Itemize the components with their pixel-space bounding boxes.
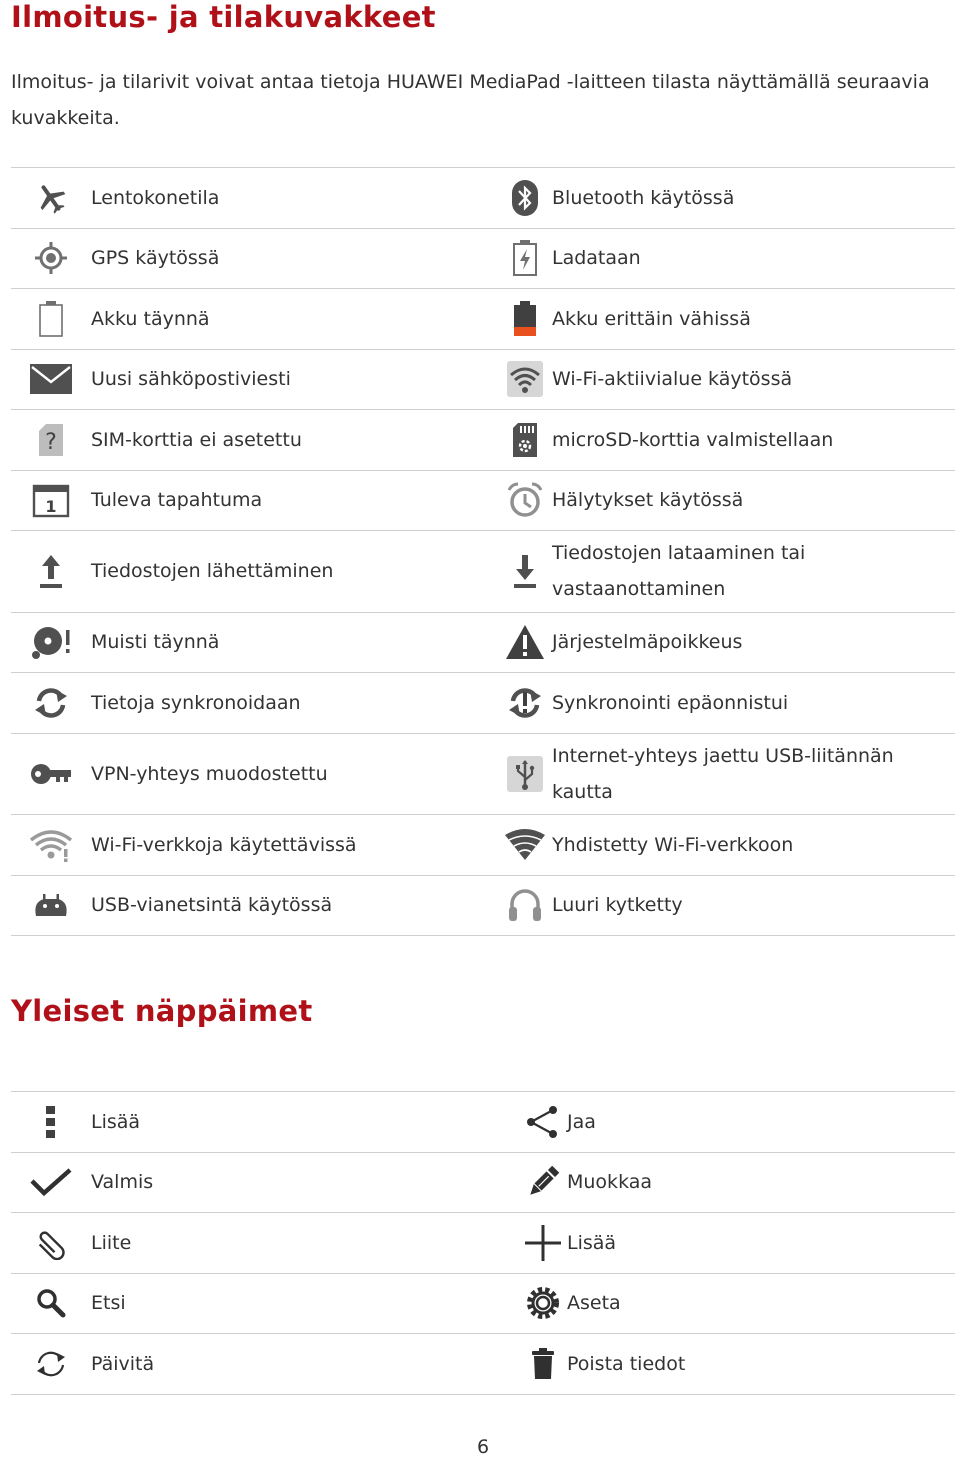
- sim-missing-icon: [11, 410, 91, 471]
- table-row: [11, 733, 955, 815]
- label-vpn-connected: VPN-yhteys muodostettu: [91, 762, 328, 785]
- battery-full-icon: [11, 289, 91, 350]
- table-row: [11, 1152, 955, 1213]
- gear-icon: [519, 1273, 567, 1334]
- table-row: [11, 875, 955, 936]
- label-microsd-preparing: microSD-korttia valmistellaan: [552, 428, 834, 451]
- label-wifi-hotspot: Wi-Fi-aktiivialue käytössä: [552, 368, 793, 391]
- label-wifi-available: Wi-Fi-verkkoja käytettävissä: [91, 833, 357, 856]
- label-battery-very-low: Akku erittäin vähissä: [552, 307, 751, 330]
- download-icon: [498, 531, 552, 613]
- label-edit: Muokkaa: [567, 1171, 653, 1194]
- table-row: [11, 470, 955, 531]
- email-icon: [11, 349, 91, 410]
- pencil-icon: [519, 1152, 567, 1213]
- battery-low-icon: [498, 289, 552, 350]
- label-alarms-on: Hälytykset käytössä: [552, 489, 744, 512]
- storage-full-icon: [11, 612, 91, 673]
- battery-charging-icon: [498, 228, 552, 289]
- svg-text:?: ?: [45, 429, 57, 455]
- table-row: [11, 349, 955, 410]
- wifi-connected-icon: [498, 815, 552, 876]
- gps-icon: [11, 228, 91, 289]
- label-add: Lisää: [567, 1231, 617, 1254]
- page-number: 6: [476, 1436, 490, 1458]
- microsd-prepare-icon: [498, 410, 552, 471]
- table-row: [11, 673, 955, 734]
- label-bluetooth-on: Bluetooth käytössä: [552, 186, 735, 209]
- search-icon: [11, 1273, 91, 1334]
- trash-icon: [519, 1334, 567, 1395]
- label-battery-full: Akku täynnä: [91, 307, 210, 330]
- refresh-icon: [11, 1334, 91, 1395]
- status-icons-table: [11, 167, 955, 936]
- label-new-email: Uusi sähköpostiviesti: [91, 368, 291, 391]
- label-no-sim: SIM-korttia ei asetettu: [91, 428, 302, 451]
- usb-tether-icon: [498, 733, 552, 815]
- label-usb-debugging: USB-vianetsintä käytössä: [91, 894, 333, 917]
- calendar-icon: [11, 470, 91, 531]
- label-search: Etsi: [91, 1292, 126, 1315]
- share-icon: [519, 1092, 567, 1153]
- label-done: Valmis: [91, 1171, 154, 1194]
- label-settings: Aseta: [567, 1292, 621, 1315]
- label-upcoming-event: Tuleva tapahtuma: [91, 489, 263, 512]
- checkmark-icon: [11, 1152, 91, 1213]
- table-row: [11, 228, 955, 289]
- svg-text:1: 1: [45, 497, 57, 517]
- label-attachment: Liite: [91, 1231, 132, 1254]
- label-usb-tethering: Internet-yhteys jaettu USB-liitännän kautta: [552, 744, 894, 803]
- wifi-available-icon: [11, 815, 91, 876]
- label-share: Jaa: [567, 1110, 596, 1133]
- table-row: [11, 531, 955, 613]
- section-title-status-icons: Ilmoitus- ja tilakuvakkeet: [11, 0, 436, 34]
- label-system-error: Järjestelmäpoikkeus: [552, 631, 743, 654]
- label-sync-failed: Synkronointi epäonnistui: [552, 691, 789, 714]
- wifi-hotspot-icon: [498, 349, 552, 410]
- table-row: [11, 1273, 955, 1334]
- usb-debug-icon: [11, 875, 91, 936]
- table-row: [11, 612, 955, 673]
- airplane-icon: [11, 168, 91, 229]
- section-title-common-keys: Yleiset näppäimet: [11, 994, 313, 1028]
- label-wifi-connected: Yhdistetty Wi-Fi-verkkoon: [552, 833, 794, 856]
- sync-failed-icon: [498, 673, 552, 734]
- label-storage-full: Muisti täynnä: [91, 631, 220, 654]
- plus-icon: [519, 1213, 567, 1274]
- label-uploading: Tiedostojen lähettäminen: [91, 560, 334, 583]
- table-row: [11, 168, 955, 229]
- table-row: [11, 815, 955, 876]
- label-delete-data: Poista tiedot: [567, 1352, 686, 1375]
- label-refresh: Päivitä: [91, 1352, 155, 1375]
- table-row: [11, 410, 955, 471]
- upload-icon: [11, 531, 91, 613]
- label-downloading: Tiedostojen lataaminen tai vastaanottaminen: [552, 542, 806, 601]
- table-row: [11, 1213, 955, 1274]
- label-headset-connected: Luuri kytketty: [552, 894, 683, 917]
- label-airplane-mode: Lentokonetila: [91, 186, 220, 209]
- sync-icon: [11, 673, 91, 734]
- label-gps-on: GPS käytössä: [91, 247, 220, 270]
- table-row: [11, 289, 955, 350]
- headset-icon: [498, 875, 552, 936]
- intro-paragraph: Ilmoitus- ja tilarivit voivat antaa tietoja HUAWEI MediaPad -laitteen tilasta näyttämällä seuraavia kuvakkeita.: [11, 71, 930, 129]
- table-row: [11, 1334, 955, 1395]
- vpn-key-icon: [11, 733, 91, 815]
- alarm-icon: [498, 470, 552, 531]
- common-keys-table: [11, 1091, 955, 1395]
- label-more: Lisää: [91, 1110, 141, 1133]
- label-syncing: Tietoja synkronoidaan: [91, 691, 301, 714]
- more-icon: [11, 1092, 91, 1153]
- bluetooth-icon: [498, 168, 552, 229]
- label-charging: Ladataan: [552, 247, 641, 270]
- paperclip-icon: [11, 1213, 91, 1274]
- warning-icon: [498, 612, 552, 673]
- table-row: [11, 1092, 955, 1153]
